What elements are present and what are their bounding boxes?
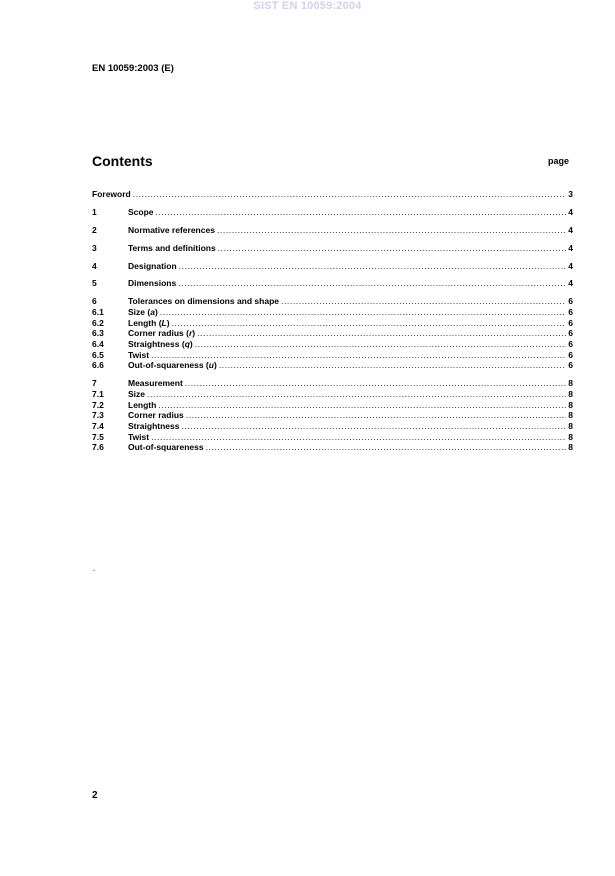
toc-entry-symbol: L <box>161 317 167 328</box>
toc-entry-symbol: r <box>188 328 193 339</box>
toc-entry-title <box>128 410 184 421</box>
toc-entry-title-text: Measurement <box>128 378 183 389</box>
toc-leader-dots <box>158 400 566 411</box>
toc-entry-number: 7.5 <box>92 431 104 442</box>
toc-entry-number: 7.2 <box>92 399 104 410</box>
toc-entry-page: 4 <box>568 206 573 217</box>
toc-entry-title <box>128 318 170 329</box>
toc-entry-title <box>128 207 154 218</box>
toc-entry-number: 1 <box>92 206 97 217</box>
toc-entry[interactable] <box>92 243 573 254</box>
toc-leader-dots <box>178 278 566 289</box>
toc-entry-title <box>92 189 131 200</box>
toc-leader-dots <box>219 360 566 371</box>
toc-entry-title-tail: ) <box>166 317 170 328</box>
toc-entry-title <box>128 296 279 307</box>
toc-entry-title-text: Out-of-squareness ( <box>128 360 209 371</box>
toc-entry[interactable] <box>92 296 573 307</box>
toc-entry-title <box>128 307 158 318</box>
toc-leader-dots <box>133 189 567 200</box>
toc-leader-dots <box>218 243 567 254</box>
toc-entry-title-text: Length ( <box>128 317 162 328</box>
toc-entry-page: 8 <box>568 388 573 399</box>
toc-entry-page: 6 <box>568 339 573 349</box>
toc-entry-title-text: Size ( <box>128 306 151 317</box>
watermark: SIST EN 10059:2004 <box>253 0 362 12</box>
toc-entry-number: 7.3 <box>92 410 104 421</box>
toc-entry-title-text: Corner radius <box>128 410 184 421</box>
toc-entry-symbol: a <box>150 306 155 317</box>
page-title: Contents <box>92 153 153 169</box>
toc-leader-dots <box>206 442 567 453</box>
toc-entry-title <box>128 378 183 389</box>
toc-entry-title-text: Terms and definitions <box>128 242 216 253</box>
toc-entry-title-text: Dimensions <box>128 278 177 289</box>
toc-entry[interactable] <box>92 261 573 272</box>
toc-entry-page: 4 <box>568 224 573 235</box>
toc-entry-title <box>128 278 176 289</box>
toc-entry-title-text: Tolerances on dimensions and shape <box>128 296 279 307</box>
toc-entry-title <box>128 328 195 339</box>
toc-entry-number: 6.4 <box>92 339 104 349</box>
page-column-label: page <box>547 156 569 166</box>
toc-entry[interactable] <box>92 318 573 329</box>
toc-leader-dots <box>185 378 566 389</box>
toc-entry-title-text: Normative references <box>128 224 215 235</box>
toc-entry-title <box>128 421 180 432</box>
toc-entry-page: 8 <box>568 431 573 442</box>
toc-entry[interactable] <box>92 432 573 443</box>
toc-leader-dots <box>151 350 566 361</box>
toc-entry-page: 4 <box>568 278 573 289</box>
toc-entry-page: 6 <box>568 296 573 307</box>
toc-entry-title <box>128 350 149 361</box>
toc-entry-page: 6 <box>568 306 573 317</box>
toc-entry-page: 8 <box>568 399 573 410</box>
toc-entry-number: 6.2 <box>92 317 104 328</box>
toc-entry-page: 6 <box>568 328 573 339</box>
toc-entry-title-text: Out-of-squareness <box>128 442 204 453</box>
toc-leader-dots <box>195 339 567 350</box>
toc-leader-dots <box>160 307 566 318</box>
table-of-contents <box>92 189 573 453</box>
toc-entry[interactable] <box>92 360 573 371</box>
toc-entry-number: 7.4 <box>92 421 104 431</box>
toc-entry-title-tail: ) <box>213 360 217 371</box>
toc-entry-symbol: u <box>208 360 214 371</box>
toc-entry-title-text: Twist <box>128 349 150 360</box>
toc-entry-title <box>128 243 216 254</box>
toc-entry-title-text: Foreword <box>92 189 131 199</box>
toc-entry-number: 6.3 <box>92 328 104 339</box>
toc-entry-number: 5 <box>92 278 97 289</box>
toc-leader-dots <box>147 389 566 400</box>
toc-entry[interactable] <box>92 378 573 389</box>
toc-entry-number: 7 <box>92 378 97 389</box>
toc-entry-page: 6 <box>568 360 573 371</box>
toc-entry-number: 3 <box>92 242 97 253</box>
toc-entry-number: 6.1 <box>92 306 104 317</box>
toc-entry-title <box>128 225 215 236</box>
toc-entry-title <box>128 360 217 371</box>
stray-mark: ´ <box>93 569 96 578</box>
toc-entry-page: 8 <box>568 442 573 453</box>
toc-entry-title <box>128 432 149 443</box>
toc-entry-number: 4 <box>92 260 97 271</box>
toc-entry-title-text: Twist <box>128 431 150 442</box>
toc-entry[interactable] <box>92 328 573 339</box>
toc-leader-dots <box>182 421 567 432</box>
toc-entry-title <box>128 442 204 453</box>
toc-entry-symbol: q <box>184 339 190 349</box>
toc-entry-title <box>128 400 156 411</box>
toc-leader-dots <box>179 261 567 272</box>
toc-entry[interactable] <box>92 410 573 421</box>
toc-entry[interactable] <box>92 389 573 400</box>
toc-entry-title-text: Straightness <box>128 421 180 431</box>
toc-entry-title-text: Size <box>128 388 146 399</box>
toc-entry-page: 3 <box>568 189 573 199</box>
toc-entry[interactable] <box>92 207 573 218</box>
toc-entry[interactable] <box>92 307 573 318</box>
toc-entry[interactable] <box>92 339 573 350</box>
toc-entry-number: 2 <box>92 224 97 235</box>
toc-entry[interactable] <box>92 350 573 361</box>
toc-entry-number: 6.6 <box>92 360 104 371</box>
toc-entry-page: 4 <box>568 260 573 271</box>
toc-entry[interactable] <box>92 421 573 432</box>
toc-entry-title-tail: ) <box>189 339 193 349</box>
toc-entry-number: 7.1 <box>92 388 104 399</box>
toc-entry[interactable] <box>92 278 573 289</box>
toc-leader-dots <box>186 410 567 421</box>
toc-entry[interactable] <box>92 225 573 236</box>
toc-entry-title-text: Length <box>128 399 157 410</box>
toc-entry[interactable] <box>92 442 573 453</box>
toc-entry-title-tail: ) <box>192 328 196 339</box>
page-number: 2 <box>92 790 98 801</box>
toc-entry-number: 7.6 <box>92 442 104 453</box>
toc-leader-dots <box>156 207 567 218</box>
toc-entry-page: 8 <box>568 410 573 421</box>
toc-entry-title-text: Designation <box>128 260 177 271</box>
toc-entry-page: 8 <box>568 421 573 431</box>
toc-entry-title <box>128 261 177 272</box>
toc-entry-page: 6 <box>568 317 573 328</box>
toc-entry-page: 6 <box>568 349 573 360</box>
toc-entry-title <box>128 389 145 400</box>
toc-entry-title <box>128 339 193 350</box>
toc-entry-number: 6.5 <box>92 349 104 360</box>
toc-leader-dots <box>172 318 567 329</box>
toc-leader-dots <box>151 432 566 443</box>
toc-entry-title-text: Corner radius ( <box>128 328 189 339</box>
toc-leader-dots <box>281 296 566 307</box>
toc-entry[interactable] <box>92 400 573 411</box>
toc-entry-page: 8 <box>568 378 573 389</box>
toc-leader-dots <box>217 225 566 236</box>
toc-entry-number: 6 <box>92 296 97 307</box>
toc-entry-title-text: Straightness ( <box>128 339 185 349</box>
toc-leader-dots <box>197 328 566 339</box>
toc-entry-title-tail: ) <box>154 306 158 317</box>
toc-entry[interactable] <box>92 189 573 200</box>
toc-entry-title-text: Scope <box>128 206 154 217</box>
document-id: EN 10059:2003 (E) <box>92 63 174 74</box>
toc-entry-page: 4 <box>568 242 573 253</box>
